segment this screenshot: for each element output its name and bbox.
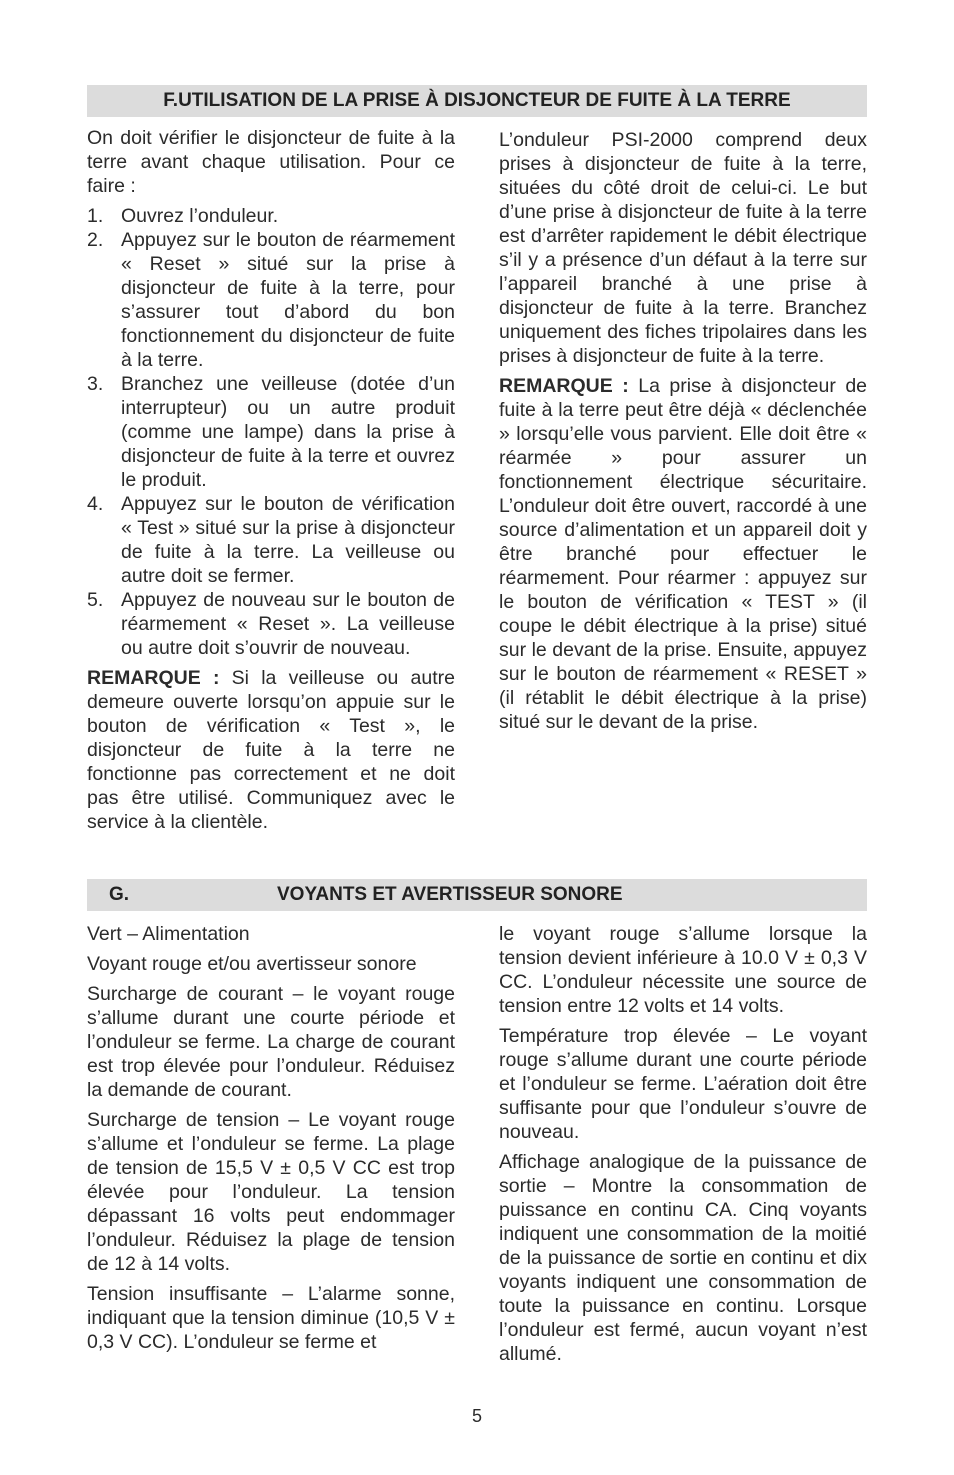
paragraph: Surcharge de tension – Le voyant rouge s’allume et l’onduleur se ferme. La plage de tension de 15,5 V ± 0,5 V CC est trop élevée pour l’onduleur. La tension dépassant 16 volts peut endommager l’onduleur. Réduisez la plage de tension de 12 à 14 volts.	[87, 1109, 455, 1275]
note-label: REMARQUE :	[499, 375, 629, 397]
step-text: Ouvrez l’onduleur.	[121, 205, 279, 227]
paragraph: le voyant rouge s’allume lorsque la tension devient inférieure à 10.0 V ± 0,3 V CC. L’onduleur nécessite une source de tension entre 12 volts et 14 volts.	[499, 923, 867, 1017]
list-item	[87, 588, 455, 660]
intro-paragraph: On doit vérifier le disjoncteur de fuite à la terre avant chaque utilisation. Pour ce faire :	[87, 127, 455, 197]
step-number: 1.	[87, 205, 104, 227]
step-text: Appuyez sur le bouton de réarmement « Reset » situé sur la prise à disjoncteur de fuite à la terre, pour s’assurer tout d’abord du bon fonctionnement du disjoncteur de fuite à la terre.	[121, 229, 455, 371]
step-text: Branchez une veilleuse (dotée d’un interrupteur) ou un autre produit (comme une lampe) dans la prise à disjoncteur de fuite à la terre et ouvrez le produit.	[121, 373, 455, 491]
note-text: Si la veilleuse ou autre demeure ouverte lorsqu’on appuie sur le bouton de vérification « Test », le disjoncteur de fuite à la terre ne fonctionne pas correctement et ne doit pas être utilisé. Communiquez avec le service à la clientèle.	[87, 667, 455, 833]
list-item	[87, 204, 455, 228]
paragraph: Affichage analogique de la puissance de sortie – Montre la consommation de puissance en continu CA. Cinq voyants indiquent une consommation de la moitié de la puissance de sortie en continu et dix voyants indiquent une consommation de toute la puissance en continu. Lorsque l’onduleur est fermé, aucun voyant n’est allumé.	[499, 1151, 867, 1365]
section-g-left-column	[87, 922, 455, 1360]
step-number: 3.	[87, 373, 104, 395]
step-text: Appuyez sur le bouton de vérification « Test » situé sur la prise à disjoncteur de fuite à la terre. La veilleuse ou autre doit se fermer.	[121, 493, 455, 587]
step-number: 4.	[87, 493, 104, 515]
paragraph: Surcharge de courant – le voyant rouge s’allume durant une courte période et l’onduleur se ferme. La charge de courant est trop élevée pour l’onduleur. Réduisez la demande de courant.	[87, 983, 455, 1101]
step-text: Appuyez de nouveau sur le bouton de réarmement « Reset ». La veilleuse ou autre doit s’ouvrir de nouveau.	[121, 589, 455, 659]
note-paragraph	[87, 666, 455, 834]
step-number: 5.	[87, 589, 104, 611]
note-paragraph	[499, 374, 867, 734]
section-f-left-column	[87, 126, 455, 840]
list-item	[87, 372, 455, 492]
test-steps-list	[87, 204, 455, 660]
paragraph: Tension insuffisante – L’alarme sonne, indiquant que la tension diminue (10,5 V ± 0,3 V CC). L’onduleur se ferme et	[87, 1283, 455, 1353]
paragraph: Vert – Alimentation	[87, 923, 250, 945]
section-g-title: VOYANTS ET AVERTISSEUR SONORE	[277, 884, 623, 905]
section-g-letter: G.	[109, 884, 130, 905]
description-paragraph: L’onduleur PSI-2000 comprend deux prises à disjoncteur de fuite à la terre, situées du côté droit de celui-ci. Le but d’une prise à disjoncteur de fuite à la terre est d’arrêter rapidement le débit électrique s’il y a présence d’un défaut à la terre sur l’appareil branché à une prise à disjoncteur de fuite à la terre. Branchez uniquement des fiches tripolaires dans les prises à disjoncteur de fuite à la terre.	[499, 129, 867, 367]
section-g-heading	[87, 879, 867, 911]
list-item	[87, 228, 455, 372]
page-number: 5	[471, 1406, 482, 1426]
section-g-right-column	[499, 922, 867, 1372]
paragraph: Température trop élevée – Le voyant rouge s’allume durant une courte période et l’onduleur se ferme. L’aération doit être suffisante pour que l’onduleur s’ouvre de nouveau.	[499, 1025, 867, 1143]
note-label: REMARQUE :	[87, 667, 220, 689]
paragraph: Voyant rouge et/ou avertisseur sonore	[87, 953, 417, 975]
step-number: 2.	[87, 229, 104, 251]
section-f-title: F.UTILISATION DE LA PRISE À DISJONCTEUR DE FUITE À LA TERRE	[163, 90, 791, 111]
list-item	[87, 492, 455, 588]
section-f-right-column	[499, 128, 867, 740]
note-text: La prise à disjoncteur de fuite à la terre peut être déjà « déclenchée » lorsqu’elle vous parvient. Elle doit être « réarmée » pour assurer un fonctionnement électrique sécuritaire. L’onduleur doit être ouvert, raccordé à une source d’alimentation et un appareil doit y être branché pour effectuer le réarmement. Pour réarmer : appuyez sur le bouton de vérification « TEST » (il coupe le débit électrique à la prise) situé sur le devant de la prise. Ensuite, appuyez sur le bouton de réarmement « RESET » (il rétablit le débit électrique à la prise) situé sur le devant de la prise.	[499, 375, 868, 733]
section-f-heading	[87, 85, 867, 117]
